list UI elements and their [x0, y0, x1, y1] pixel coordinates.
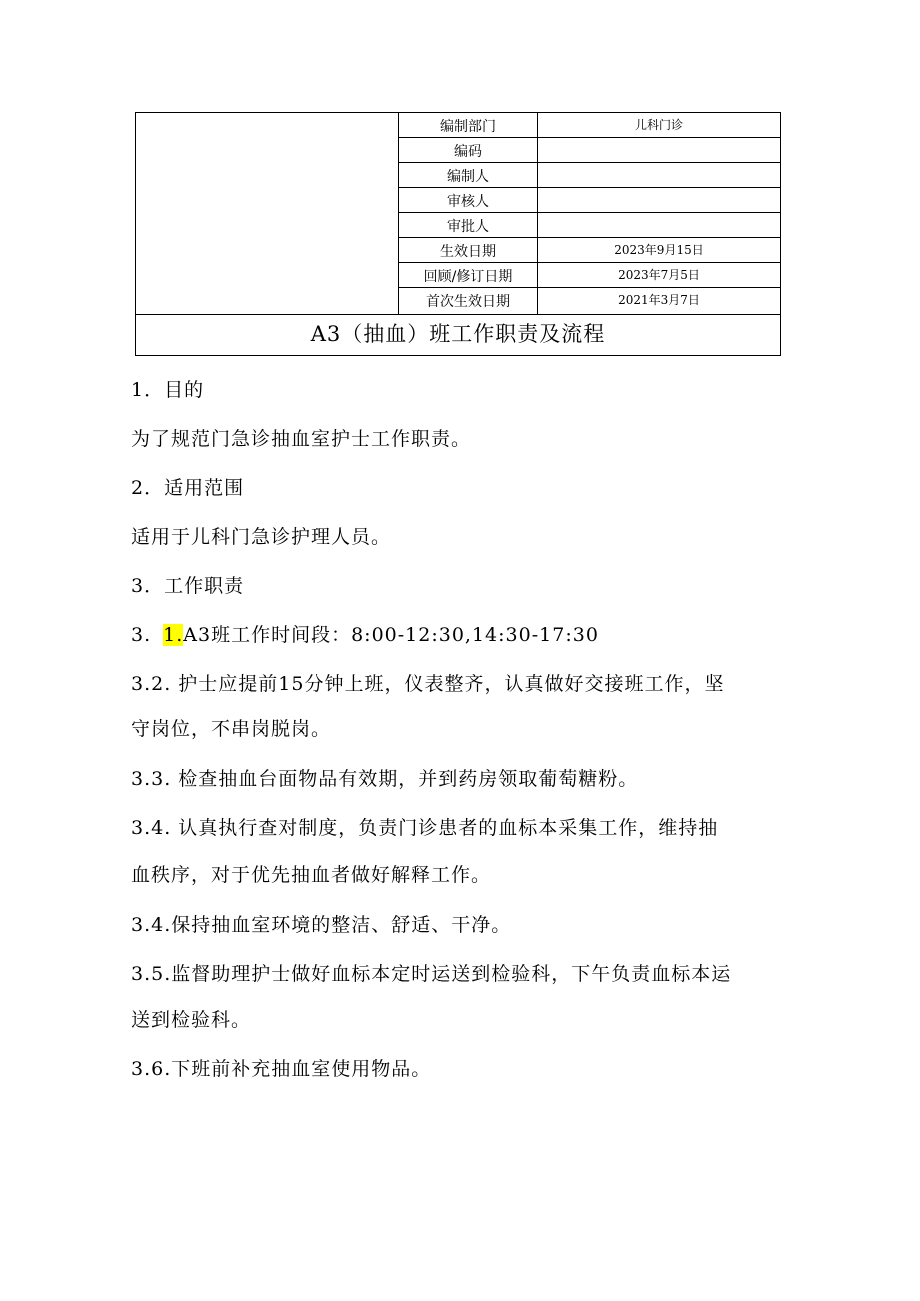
meta-row-first-effective-date — [399, 288, 780, 315]
meta-label: 编码 — [399, 138, 538, 162]
meta-value — [538, 213, 780, 237]
meta-row-effective-date — [399, 238, 780, 263]
meta-value — [538, 163, 780, 187]
meta-row-reviewer — [399, 188, 780, 213]
document-title: A3（抽血）班工作职责及流程 — [310, 322, 606, 346]
duty-item-3-3: 3.3. 检查抽血台面物品有效期，并到药房领取葡萄糖粉。 — [131, 768, 639, 790]
meta-label: 编制人 — [399, 163, 538, 187]
meta-label: 审核人 — [399, 188, 538, 212]
duty-item-3-4a-line2: 血秩序，对于优先抽血者做好解释工作。 — [131, 864, 492, 886]
duty-item-3-6: 3.6.下班前补充抽血室使用物品。 — [131, 1058, 432, 1080]
section-text-purpose: 为了规范门急诊抽血室护士工作职责。 — [131, 428, 472, 450]
duty-item-3-5-line1: 3.5.监督助理护士做好血标本定时运送到检验科，下午负责血标本运 — [131, 963, 732, 985]
document-header-table — [135, 112, 781, 356]
meta-value: 2021年3月7日 — [618, 293, 700, 307]
meta-rows — [399, 113, 780, 315]
meta-row-code — [399, 138, 780, 163]
duty-item-text: A3班工作时间段：8:00-12:30,14:30-17:30 — [183, 624, 599, 646]
meta-value: 2023年9月15日 — [614, 243, 704, 257]
logo-cell — [136, 113, 399, 315]
section-heading-duties: 3．工作职责 — [131, 575, 245, 597]
meta-label: 首次生效日期 — [399, 288, 538, 314]
meta-row-approver — [399, 213, 780, 238]
meta-value: 2023年7月5日 — [618, 268, 700, 282]
meta-value — [538, 188, 780, 212]
section-heading-scope: 2．适用范围 — [131, 477, 245, 499]
highlighted-number: 1. — [163, 624, 184, 646]
duty-item-3-4a-line1: 3.4. 认真执行查对制度，负责门诊患者的血标本采集工作，维持抽 — [131, 817, 719, 839]
meta-row-author — [399, 163, 780, 188]
meta-label: 审批人 — [399, 213, 538, 237]
duty-item-3-2-line1: 3.2. 护士应提前15分钟上班，仪表整齐，认真做好交接班工作，坚 — [131, 673, 725, 695]
meta-label: 回顾/修订日期 — [399, 263, 538, 287]
section-text-scope: 适用于儿科门急诊护理人员。 — [131, 526, 392, 548]
meta-label: 生效日期 — [399, 238, 538, 262]
duty-item-3-2-line2: 守岗位，不串岗脱岗。 — [131, 718, 332, 740]
meta-value: 儿科门诊 — [634, 118, 683, 132]
section-heading-purpose: 1．目的 — [131, 379, 205, 401]
duty-item-3-4b: 3.4.保持抽血室环境的整洁、舒适、干净。 — [131, 914, 512, 936]
meta-row-revision-date — [399, 263, 780, 288]
duty-item-3-1 — [131, 620, 599, 647]
meta-value — [538, 138, 780, 162]
duty-item-prefix: 3. — [131, 624, 152, 646]
meta-label: 编制部门 — [399, 113, 538, 137]
duty-item-3-5-line2: 送到检验科。 — [131, 1009, 252, 1031]
meta-row-department — [399, 113, 780, 138]
